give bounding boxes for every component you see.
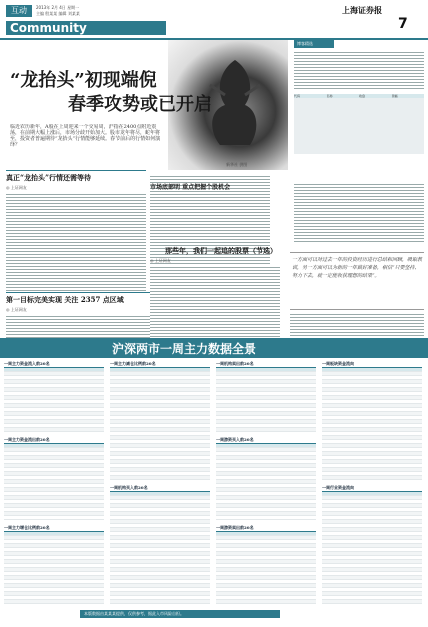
article-2-author: ◎ 上证网友 <box>6 307 27 312</box>
article-1-author: ◎ 上证网友 <box>6 185 27 190</box>
data-table <box>216 436 316 520</box>
data-table-title: 一周板块资金流向 <box>322 360 422 368</box>
article-1 <box>6 170 146 290</box>
table-row <box>216 516 316 520</box>
data-table-title: 一周行业资金流向 <box>322 484 422 492</box>
editor-line: 主编 殷某某 编辑 刘某某 <box>36 11 80 16</box>
data-table <box>110 484 210 604</box>
table-row <box>322 600 422 604</box>
brand-name: 上海证券报 <box>342 5 382 15</box>
column-tag: 互动 <box>6 5 32 17</box>
page-number: 7 <box>398 16 408 32</box>
data-table <box>4 436 104 520</box>
data-table-title: 一周游资卖出前20名 <box>216 524 316 532</box>
data-table <box>110 360 210 480</box>
hero-lead: 临近农历新年，A股在上周迎来一个交易周，沪指在2400点附近震荡，在前期大幅上涨后，市场分歧开始加大。股市龙年将尽，蛇年将至，投资者普遍期待“龙抬头”行情能够延续。春节前后的行情如何演绎？ <box>10 124 161 148</box>
data-table-title: 一周游资买入前20名 <box>216 436 316 444</box>
data-tables-grid <box>4 360 424 606</box>
data-table <box>322 360 422 480</box>
pull-quote-text: 一方面可以对过去一年的投资经历进行总结和回顾，吸取教训，另一方面可以为新的一年做好准备，相信“只要坚持、努力下去，就一定能收获理想的结果”。 <box>292 257 423 279</box>
data-table-title: 一周机构买入前20名 <box>110 484 210 492</box>
hero-title-line1: “龙抬头”初现端倪 <box>10 70 157 91</box>
data-table-title: 一周主力减仓比例前20名 <box>110 360 210 368</box>
pull-quote <box>290 252 424 310</box>
data-table <box>4 524 104 604</box>
table-row <box>322 476 422 480</box>
table-row <box>110 600 210 604</box>
data-table-title: 一周主力资金流出前20名 <box>4 436 104 444</box>
table-row <box>4 516 104 520</box>
data-table-title: 一周主力资金流入前20名 <box>4 360 104 368</box>
article-3 <box>150 182 290 192</box>
sidebar-tab: 博客精选 <box>294 40 334 48</box>
table-row <box>4 600 104 604</box>
masthead <box>0 0 428 44</box>
article-3-body <box>294 182 424 244</box>
data-table-title: 一周机构卖出前20名 <box>216 360 316 368</box>
section-title: Community <box>6 21 166 35</box>
article-3-title: 市场底部明 重点把握个股机会 <box>150 184 231 191</box>
table-row <box>216 600 316 604</box>
sidebar-table: 代码 名称 收盘 涨幅 <box>294 94 424 154</box>
table-row <box>216 428 316 432</box>
table-row <box>110 476 210 480</box>
sidebar-body <box>294 50 424 90</box>
hero-title-line2: 春季攻势或已开启 <box>68 94 212 115</box>
article-4-author: ◎ 上证网友 <box>150 258 171 263</box>
footer-note: 本版数据由某某某提供，仅供参考，据此入市风险自担。 <box>84 611 184 616</box>
article-1-body <box>6 192 146 292</box>
data-table <box>322 484 422 604</box>
article-2-title: 第一目标完美实现 关注 2357 点区域 <box>6 292 270 305</box>
article-1-title: 真正“龙抬头”行情还需等待 <box>6 170 146 183</box>
table-row <box>4 428 104 432</box>
data-banner <box>0 338 428 358</box>
right-body-lower <box>290 312 424 340</box>
data-banner-title: 沪深两市一周主力数据全景 <box>112 342 257 356</box>
data-table <box>216 360 316 432</box>
data-table <box>216 524 316 604</box>
photo-credit: 新华社 供图 <box>226 162 248 167</box>
data-table-title: 一周主力增仓比例前20名 <box>4 524 104 532</box>
footer-bar <box>80 610 280 618</box>
article-4-title: 那些年，我们一起追的股票（节选） <box>165 246 277 255</box>
right-sidebar <box>294 40 424 160</box>
data-table <box>4 360 104 432</box>
issue-date: 2013年 2月 4日 星期一 <box>36 5 80 10</box>
article-4-body <box>150 265 280 345</box>
